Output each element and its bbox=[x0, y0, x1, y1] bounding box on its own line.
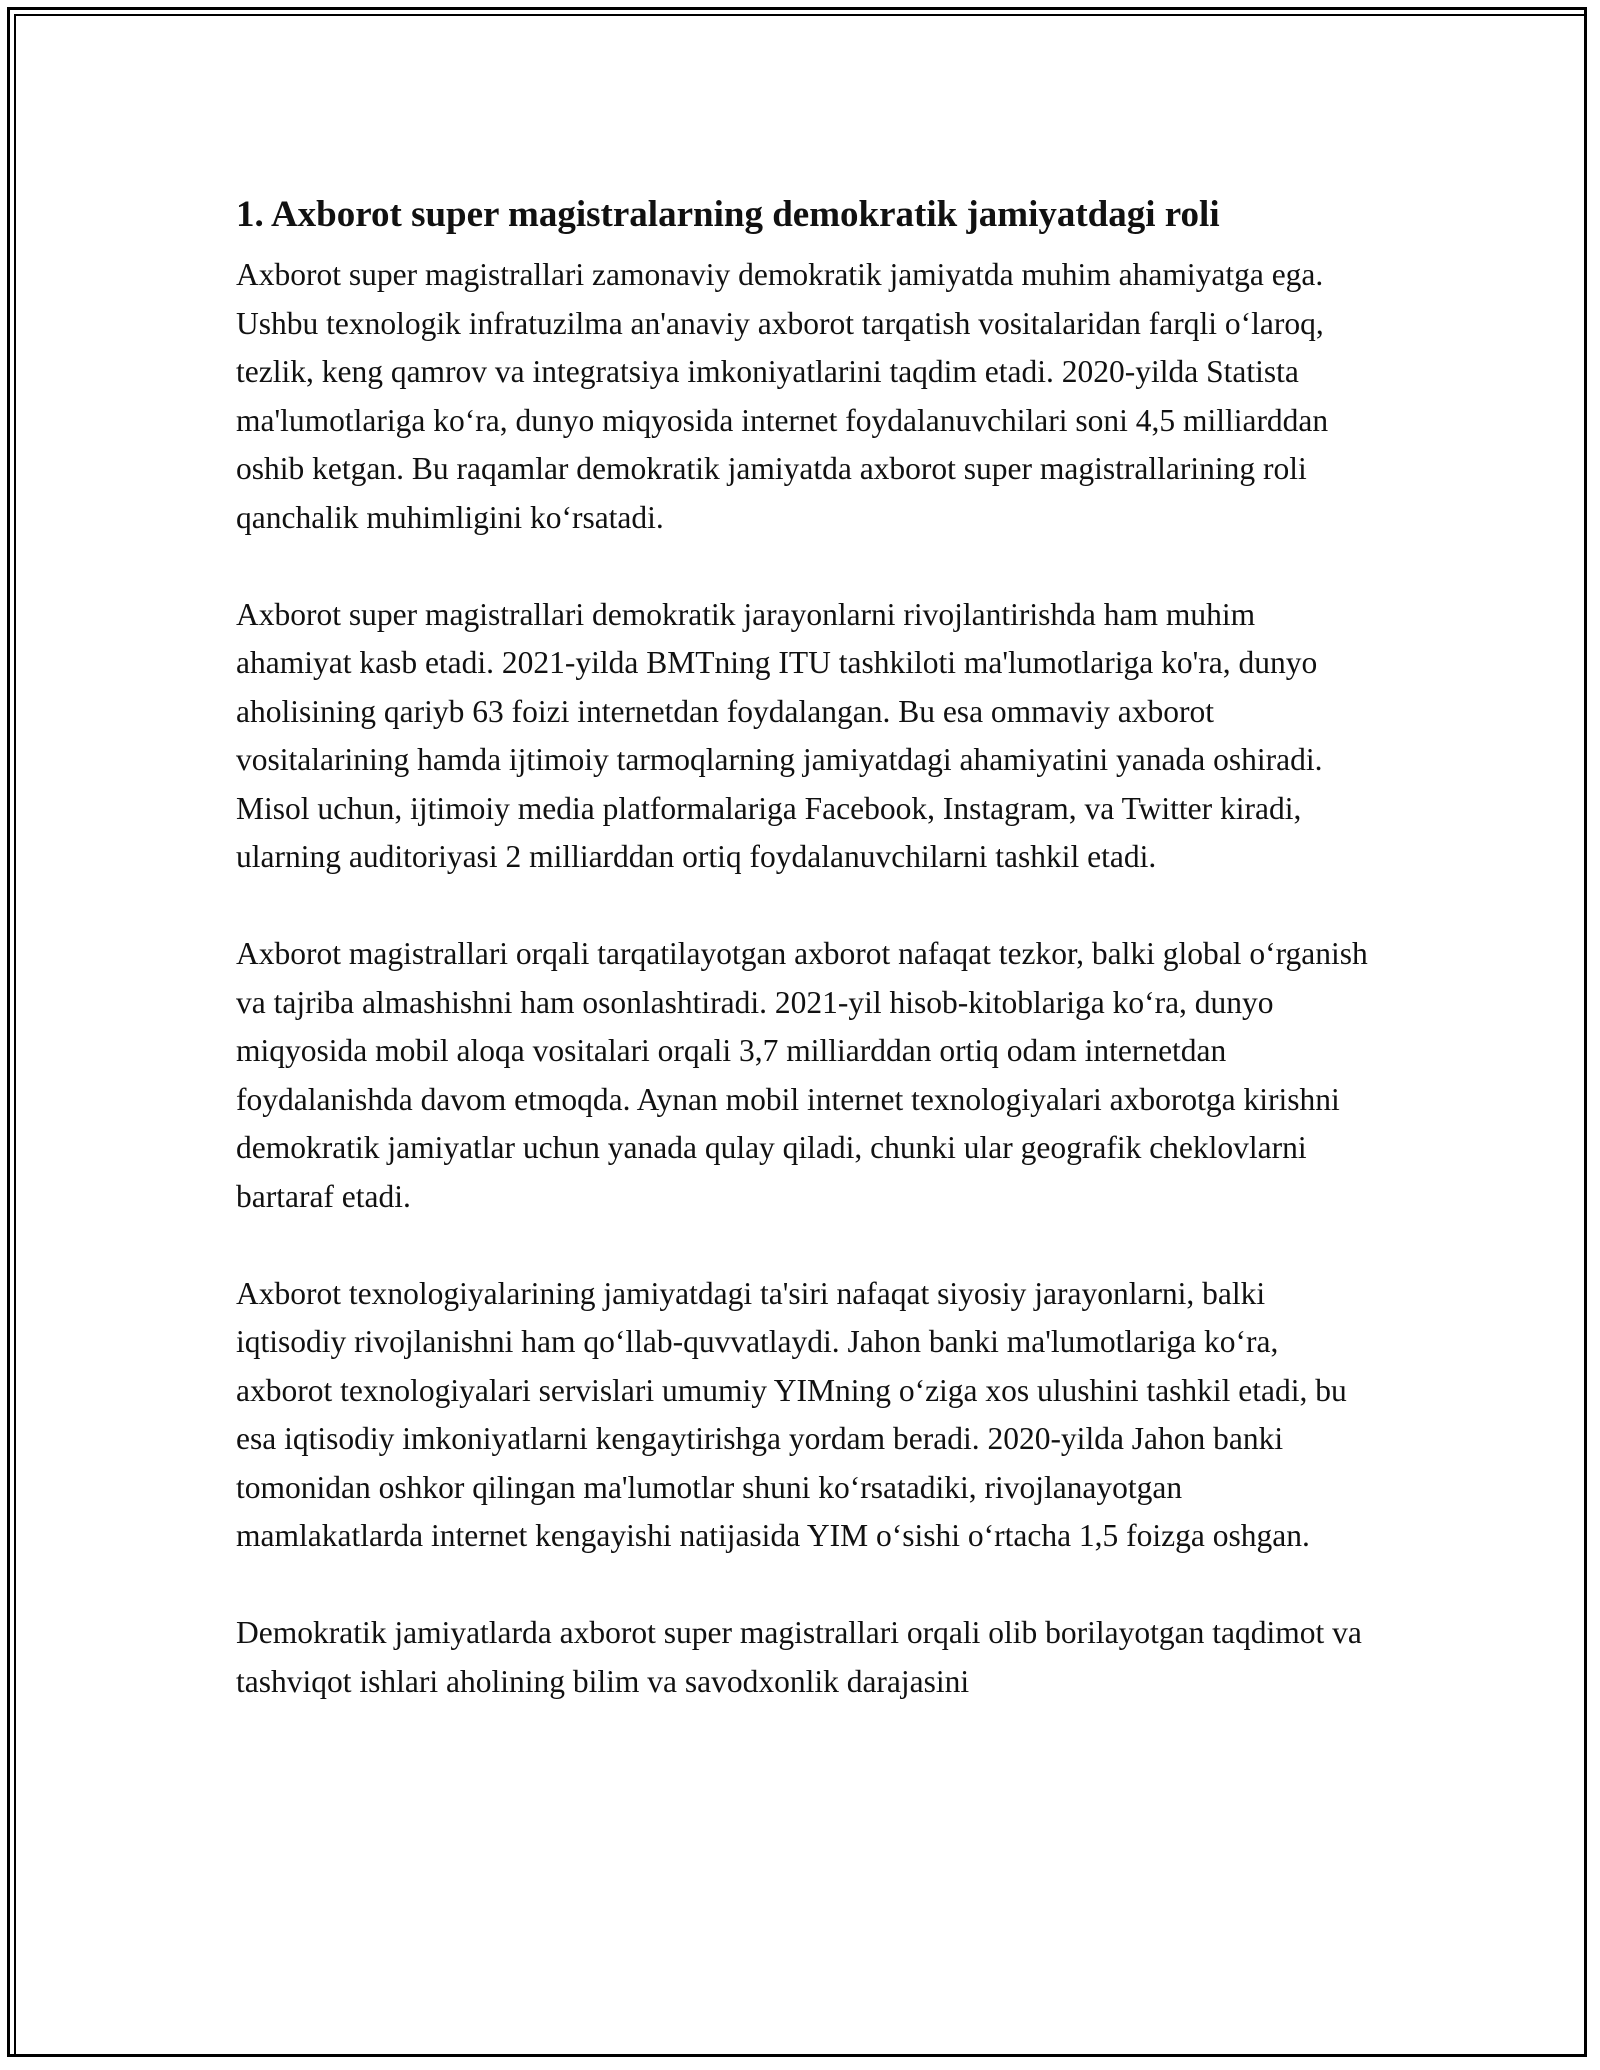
section-heading: 1. Axborot super magistralarning demokratik jamiyatdagi roli bbox=[236, 194, 1220, 235]
paragraph-5: Demokratik jamiyatlarda axborot super magistrallari orqali olib borilayotgan taqdimot va tashviqot ishlari aholining bilim va savodxonlik darajasini bbox=[236, 1615, 1362, 1699]
paragraph-3: Axborot magistrallari orqali tarqatilayotgan axborot nafaqat tezkor, balki global oʻrganish va tajriba almashishni ham osonlashtiradi. 2021-yil hisob-kitoblariga koʻra, dunyo miqyosida mobil aloqa vositalari orqali 3,7 milliarddan ortiq odam internetdan foydalanishda davom etmoqda. Aynan mobil internet texnologiyalari axborotga kirishni demokratik jamiyatlar uchun yanada qulay qiladi, chunki ular geografik cheklovlarni bartaraf etadi. bbox=[236, 936, 1368, 1214]
paragraph-1: Axborot super magistrallari zamonaviy demokratik jamiyatda muhim ahamiyatga ega. Ushbu texnologik infratuzilma an'anaviy axborot tarqatish vositalaridan farqli oʻlaroq, tezlik, keng qamrov va integratsiya imkoniyatlarini taqdim etadi. 2020-yilda Statista ma'lumotlariga koʻra, dunyo miqyosida internet foydalanuvchilari soni 4,5 milliarddan oshib ketgan. Bu raqamlar demokratik jamiyatda axborot super magistrallarining roli qanchalik muhimligini koʻrsatadi. bbox=[236, 257, 1329, 535]
paragraph-4: Axborot texnologiyalarining jamiyatdagi ta'siri nafaqat siyosiy jarayonlarni, balki iqtisodiy rivojlanishni ham qoʻllab-quvvatlaydi. Jahon banki ma'lumotlariga koʻra, axborot texnologiyalari servislari umumiy YIMning oʻziga xos ulushini tashkil etadi, bu esa iqtisodiy imkoniyatlarni kengaytirishga yordam beradi. 2020-yilda Jahon banki tomonidan oshkor qilingan ma'lumotlar shuni koʻrsatadiki, rivojlanayotgan mamlakatlarda internet kengayishi natijasida YIM oʻsishi oʻrtacha 1,5 foizga oshgan. bbox=[236, 1275, 1347, 1553]
paragraph-2: Axborot super magistrallari demokratik jarayonlarni rivojlantirishda ham muhim ahamiyat kasb etadi. 2021-yilda BMTning ITU tashkiloti ma'lumotlariga ko'ra, dunyo aholisining qariyb 63 foizi internetdan foydalangan. Bu esa ommaviy axborot vositalarining hamda ijtimoiy tarmoqlarning jamiyatdagi ahamiyatini yanada oshiradi. Misol uchun, ijtimoiy media platformalariga Facebook, Instagram, va Twitter kiradi, ularning auditoriyasi 2 milliarddan ortiq foydalanuvchilarni tashkil etadi. bbox=[236, 596, 1323, 874]
document-body bbox=[236, 183, 1372, 1755]
